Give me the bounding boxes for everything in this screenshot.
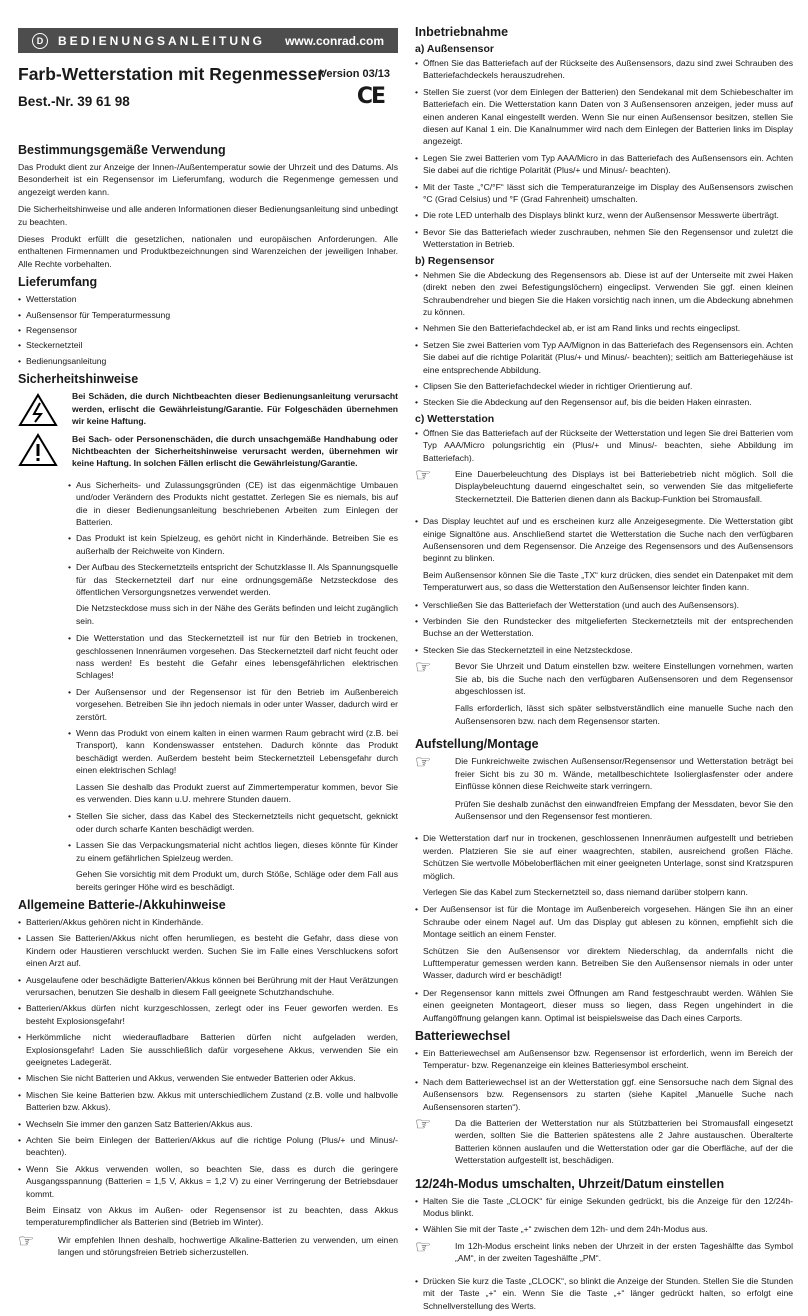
list-item: • Die Wetterstation darf nur in trockenen, geschlossenen Innenräumen aufgestellt und betrieben werden. Platzieren Sie sie auf einer waagrechten, stabilen, ausreichend großen Fläche. Schützen Sie wertvolle Möbeloberflächen mit einer geeigneten Unterlage, sonst sind Kratzspuren möglich. [415, 832, 793, 882]
note-block [415, 657, 793, 732]
list-item: • Wenn Sie Akkus verwenden wollen, so beachten Sie, dass es durch die geringere Ausgangsspannung (Batterien = 1,5 V, Akkus = 1,2 V) zu einer Verringerung der Betriebsdauer kommt. [18, 1163, 398, 1200]
list-item: • Stellen Sie sicher, dass das Kabel des Steckernetzteils nicht gequetscht, geknickt oder durch scharfe Kanten beschädigt werden. [68, 810, 398, 835]
list-item: • Mit der Taste „°C/°F“ lässt sich die Temperaturanzeige im Display des Außensensors zwischen °C (Grad Celsius) und °F (Grad Fahrenheit) umschalten. [415, 181, 793, 206]
list-item: • Drücken Sie kurz die Taste „CLOCK“, so blinkt die Anzeige der Stunden. Stellen Sie die Stunden mit der Taste „+“ ein. Wenn Sie die Taste „+“ länger gedrückt halten, so erfolgt eine Schnellverstellung des Werts. [415, 1275, 793, 1312]
list-item: • Setzen Sie zwei Batterien vom Typ AA/Mignon in das Batteriefach des Regensensors ein. Achten Sie dabei auf die richtige Polarität (Plus/+ und Minus/- beachten); seitlich am Batteriegehäuse ist eine entsprechende Abbildung. [415, 339, 793, 376]
paragraph: Lassen Sie deshalb das Produkt zuerst auf Zimmertemperatur kommen, bevor Sie es verwenden. Dies kann u.U. mehrere Stunden dauern. [76, 781, 398, 805]
list-item: • Die rote LED unterhalb des Displays blinkt kurz, wenn der Außensensor Messwerte überträgt. [415, 209, 793, 221]
list-item: • Öffnen Sie das Batteriefach auf der Rückseite der Wetterstation und legen Sie drei Batterien vom Typ AAA/Micro polungsrichtig ein (Plus/+ und Minus/- beachten, siehe Abbildung im Batteriefach). [415, 427, 793, 464]
list-item: • Mischen Sie nicht Batterien und Akkus, verwenden Sie entweder Batterien oder Akkus. [18, 1072, 398, 1084]
paragraph: Schützen Sie den Außensensor vor direktem Niederschlag, da andernfalls nicht die Lufttemperatur gemessen werden kann. Betreiben Sie den Außensensor niemals in oder unter Wasser, dadurch wird er beschädigt! [423, 945, 793, 981]
list-item: • Ausgelaufene oder beschädigte Batterien/Akkus können bei Berührung mit der Haut Verätzungen verursachen, benutzen Sie deshalb in diesem Fall geeignete Schutzhandschuhe. [18, 974, 398, 999]
paragraph: Verlegen Sie das Kabel zum Steckernetzteil so, dass niemand darüber stolpern kann. [423, 886, 748, 897]
list-item: • Der Aufbau des Steckernetzteils entspricht der Schutzklasse II. Als Spannungsquelle für das Steckernetzteil darf nur eine ordnungsgemäße Netzsteckdose des öffentlichen Versorgungsnetzes verwendet werden. [68, 561, 398, 598]
heading-batterie: Allgemeine Batterie-/Akkuhinweise [18, 897, 226, 912]
paragraph: Gehen Sie vorsichtig mit dem Produkt um, durch Stöße, Schläge oder dem Fall aus bereits geringer Höhe wird es beschädigt. [76, 869, 398, 892]
list-item: • Herkömmliche nicht wiederaufladbare Batterien dürfen nicht aufgeladen werden, Explosionsgefahr! Laden Sie ausschließlich dafür vorgesehene Akkus, verwenden Sie ein geeignetes Ladegerät. [18, 1031, 398, 1068]
list-item: • Das Produkt ist kein Spielzeug, es gehört nicht in Kinderhände. Betreiben Sie es außerhalb der Reichweite von Kindern. [68, 532, 398, 557]
list-item: • Lassen Sie das Verpackungsmaterial nicht achtlos liegen, dieses könnte für Kinder zu einem gefährlichen Spielzeug werden. [68, 839, 398, 864]
list-item: • Stellen Sie zuerst (vor dem Einlegen der Batterien) den Sendekanal mit dem Schiebeschalter im Batteriefach ein. Die Wetterstation kann Daten von 3 Außensensoren anzeigen, jeder muss auf einen anderen Kanal eingestellt werden. Wenn Sie nur einen Außensensor besitzen, stellen Sie diesen auf Kanal 1 ein. Die Kanalnummer wird nach dem Einlegen der Batterien links im Display angezeigt. [415, 86, 793, 148]
note-text: Wir empfehlen Ihnen deshalb, hochwertige Alkaline-Batterien zu verwenden, um einen langen und störungsfreien Betrieb sicherzustellen. [58, 1234, 398, 1258]
list-item: • Verbinden Sie den Rundstecker des mitgelieferten Steckernetzteils mit der entsprechenden Buchse an der Wetterstation. [415, 615, 793, 640]
pointing-hand-icon: ☞ [415, 1114, 432, 1135]
list-item: • Das Display leuchtet auf und es erscheinen kurz alle Anzeigesegmente. Die Wetterstation gibt einige Signaltöne aus. Anschließend startet die Wetterstation die Suche nach den verfügbaren Außensensoren und dem Regensensor. Die Anzeige des Regensensors und des Außensensors beginnt zu blinken. [415, 515, 793, 565]
list-item: • Nehmen Sie die Abdeckung des Regensensors ab. Diese ist auf der Unterseite mit zwei Haken (direkt neben den zwei Befestigungslöchern) eingeclipst. Verwenden Sie ggf. einen kleinen Schraubendreher und biegen Sie die Haken vorsichtig nach innen, um die Abdeckung abnehmen zu können. [415, 269, 793, 319]
list-item: • Die Wetterstation und das Steckernetzteil ist nur für den Betrieb in trockenen, geschlossenen Innenräumen vorgesehen. Das Steckernetzteil darf nicht feucht oder nass werden! Es besteht die Gefahr eines lebensgefährlichen elektrischen Schlages! [68, 632, 398, 682]
language-badge: D [32, 33, 48, 49]
electric-hazard-icon [18, 393, 58, 427]
warning-text: Bei Sach- oder Personenschäden, die durch unsachgemäße Handhabung oder Nichtbeachten der Sicherheitshinweise verursacht werden, übernehmen wir keine Haftung. In solchen Fällen erlischt die Gewährleistung/Garantie. [72, 433, 398, 469]
note-text: Im 12h-Modus erscheint links neben der Uhrzeit in der ersten Tageshälfte das Symbol „AM“, in der zweiten Tageshälfte „PM“. [455, 1240, 793, 1264]
warning-text: Bei Schäden, die durch Nichtbeachten dieser Bedienungsanleitung verursacht werden, erlischt die Gewährleistung/Garantie. Für Folgeschäden übernehmen wir keine Haftung. [72, 391, 398, 427]
note-text: Da die Batterien der Wetterstation nur als Stützbatterien bei Stromausfall eingesetzt werden, sollten Sie die Batterien spätestens alle 2 Jahre austauschen. Überalterte Batterien können auslaufen und die Wetterstation oder gar die Oberfläche, auf der die Wetterstation aufgestellt ist, beschädigen. [455, 1118, 793, 1166]
list-item: • Stecken Sie die Abdeckung auf den Regensensor auf, bis die beiden Haken einrasten. [415, 396, 793, 408]
list-item: • Bedienungsanleitung [18, 355, 398, 367]
heading-bestimmung: Bestimmungsgemäße Verwendung [18, 143, 226, 157]
list-item: • Wetterstation [18, 293, 398, 305]
list-item: • Steckernetzteil [18, 339, 398, 351]
list-item: • Batterien/Akkus dürfen nicht kurzgeschlossen, zerlegt oder ins Feuer geworfen werden. Es besteht Explosionsgefahr! [18, 1002, 398, 1027]
header-title: BEDIENUNGSANLEITUNG [58, 33, 266, 48]
paragraph: Beim Außensensor können Sie die Taste „TX“ kurz drücken, dies sendet ein Datenpaket mit dem Temperaturwert aus, so dass die Wetterstation den Außensensor leichter finden kann. [423, 569, 793, 593]
paragraph: Das Produkt dient zur Anzeige der Innen-/Außentemperatur sowie der Uhrzeit und des Datums. Als Besonderheit ist ein Regensensor im Lieferumfang, wodurch die Regenmenge gemessen und angezeigt werden kann. [18, 162, 398, 197]
list-item: • Halten Sie die Taste „CLOCK“ für einige Sekunden gedrückt, bis die Anzeige für den 12/24h-Modus blinkt. [415, 1195, 793, 1220]
list-item: • Verschließen Sie das Batteriefach der Wetterstation (und auch des Außensensors). [415, 599, 793, 611]
note-text: Die Funkreichweite zwischen Außensensor/Regensensor und Wetterstation beträgt bei freier Sicht bis zu 30 m. Wände, metallbeschichtete Isolierglasfenster oder andere Einflüsse können diese Reichweite stark verringern. [455, 756, 793, 792]
header-banner [18, 28, 398, 53]
list-item: • Legen Sie zwei Batterien vom Typ AAA/Micro in das Batteriefach des Außensensors ein. Achten Sie dabei auf die richtige Polarität (Plus/+ und Minus/- beachten). [415, 152, 793, 177]
ce-mark: CE [356, 84, 384, 109]
note-text: Falls erforderlich, lässt sich später selbstverständlich eine manuelle Suche nach den Außensensoren bzw. nach dem Regensensor starten. [455, 703, 793, 726]
heading-batteriewechsel: Batteriewechsel [415, 1029, 511, 1043]
list-item: • Stecken Sie das Steckernetzteil in eine Netzsteckdose. [415, 644, 793, 656]
heading-lieferumfang: Lieferumfang [18, 275, 98, 290]
paragraph: Die Netzsteckdose muss sich in der Nähe des Geräts befinden und leicht zugänglich sein. [76, 603, 398, 626]
pointing-hand-icon: ☞ [415, 752, 432, 773]
pointing-hand-icon: ☞ [415, 1236, 432, 1257]
subheading-regensensor: b) Regensensor [415, 254, 495, 267]
right-column [415, 20, 793, 1316]
heading-modus: 12/24h-Modus umschalten, Uhrzeit/Datum einstellen [415, 1176, 725, 1191]
paragraph: Beim Einsatz von Akkus im Außen- oder Regensensor ist zu beachten, dass Akkus temperaturempfindlicher als Batterien sind (Betrieb im Winter). [26, 1205, 398, 1228]
note-text: Eine Dauerbeleuchtung des Displays ist bei Batteriebetrieb nicht möglich. Soll die Displaybeleuchtung dauernd eingeschaltet sein, so verwenden Sie das mitgelieferte Steckernetzteil. Die Batterien dienen dann als Backup-Funktion bei Stromausfall. [455, 468, 793, 504]
paragraph: Dieses Produkt erfüllt die gesetzlichen, nationalen und europäischen Anforderungen. Alle enthaltenen Firmennamen und Produktbezeichnungen sind Warenzeichen der jeweiligen Inhaber. Alle Rechte vorbehalten. [18, 234, 398, 269]
list-item: • Der Außensensor ist für die Montage im Außenbereich vorgesehen. Hängen Sie ihn an einer Schraube oder einem Nagel auf. Um das Display gut ablesen zu können, empfiehlt sich die Montage seitlich an einem Fenster. [415, 903, 793, 940]
list-item: • Mischen Sie keine Batterien bzw. Akkus mit unterschiedlichem Zustand (z.B. volle und halbvolle Batterien bzw. Akkus). [18, 1089, 398, 1114]
note-block [415, 1236, 793, 1270]
header-url[interactable]: www.conrad.com [285, 33, 384, 48]
list-item: • Wenn das Produkt von einem kalten in einen warmen Raum gebracht wird (z.B. bei Transport), kann Kondenswasser entstehen. Dadurch könnte das Produkt beschädigt werden. Außerdem besteht beim Steckernetzteil Lebensgefahr durch einen elektrischen Schlag! [68, 727, 398, 777]
title-block [18, 64, 398, 109]
warning-icons [18, 390, 66, 474]
left-column [18, 138, 398, 1269]
list-item: • Achten Sie beim Einlegen der Batterien/Akkus auf die richtige Polung (Plus/+ und Minus/- beachten). [18, 1134, 398, 1159]
warning-block [18, 390, 398, 474]
list-item: • Wählen Sie mit der Taste „+“ zwischen dem 12h- und dem 24h-Modus aus. [415, 1223, 793, 1235]
subheading-aussensensor: a) Außensensor [415, 43, 494, 55]
note-block [415, 1114, 793, 1172]
doc-title: Farb-Wetterstation mit Regenmesser [18, 64, 325, 84]
note-block [415, 752, 793, 827]
warning-icon [18, 433, 58, 467]
order-number: Best.-Nr. 39 61 98 [18, 94, 130, 109]
list-item: • Öffnen Sie das Batteriefach auf der Rückseite des Außensensors, dazu sind zwei Schrauben des Batteriefachdeckels herauszudrehen. [415, 57, 793, 82]
pointing-hand-icon: ☞ [415, 464, 432, 485]
list-item: • Lassen Sie Batterien/Akkus nicht offen herumliegen, es besteht die Gefahr, dass diese von Kindern oder Haustieren verschluckt werden. Suchen Sie im Falle eines Verschluckens sofort einen Arzt auf. [18, 932, 398, 969]
list-item: • Wechseln Sie immer den ganzen Satz Batterien/Akkus aus. [18, 1118, 398, 1130]
list-item: • Nehmen Sie den Batteriefachdeckel ab, er ist am Rand links und rechts eingeclipst. [415, 322, 793, 334]
heading-inbetriebnahme: Inbetriebnahme [415, 25, 509, 39]
note-text: Bevor Sie Uhrzeit und Datum einstellen bzw. weitere Einstellungen vornehmen, warten Sie ab, bis die Suche nach den verfügbaren Außensensoren und dem Regensensor abgeschlossen ist. [455, 661, 793, 697]
note-block [415, 464, 793, 510]
list-item: • Regensensor [18, 324, 398, 336]
list-item: • Außensensor für Temperaturmessung [18, 309, 398, 321]
note-text: Prüfen Sie deshalb zunächst den einwandfreien Empfang der Messdaten, bevor Sie den Außensensor und den Regensensor fest montieren. [455, 798, 793, 821]
list-item: • Bevor Sie das Batteriefach wieder zuschrauben, nehmen Sie den Regensensor und zuletzt die Wetterstation in Betrieb. [415, 226, 793, 251]
list-item: • Der Außensensor und der Regensensor ist für den Betrieb im Außenbereich vorgesehen. Betreiben Sie ihn jedoch niemals in oder unter Wasser, dadurch wird er zerstört. [68, 686, 398, 723]
list-item: • Nach dem Batteriewechsel ist an der Wetterstation ggf. eine Sensorsuche nach dem Signal des Außensensors bzw. Regensensors zu starten (siehe Kapitel „Manuelle Suche nach Außensensoren starten“). [415, 1076, 793, 1113]
paragraph: Die Sicherheitshinweise und alle anderen Informationen dieser Bedienungsanleitung sind unbedingt zu beachten. [18, 204, 398, 227]
list-item: • Clipsen Sie den Batteriefachdeckel wieder in richtiger Orientierung auf. [415, 380, 793, 392]
list-item: • Aus Sicherheits- und Zulassungsgründen (CE) ist das eigenmächtige Umbauen und/oder Verändern des Produkts nicht gestattet. Zerlegen Sie es niemals, bis auf die in dieser Bedienungsanleitung beschriebenen Arbeiten zum Einlegen der Batterien. [68, 479, 398, 529]
subheading-wetterstation: c) Wetterstation [415, 412, 495, 425]
pointing-hand-icon: ☞ [415, 657, 432, 678]
note-block [18, 1230, 398, 1264]
doc-version: Version 03/13 [319, 68, 390, 80]
heading-sicherheit: Sicherheitshinweise [18, 372, 139, 387]
heading-aufstellung: Aufstellung/Montage [415, 737, 539, 752]
list-item: • Batterien/Akkus gehören nicht in Kinderhände. [18, 916, 398, 928]
list-item: • Der Regensensor kann mittels zwei Öffnungen am Rand festgeschraubt werden. Wählen Sie einen geeigneten Montageort, dieser muss so liegen, dass Regen ungehindert in die Auffangöffnung gelangen kann. Optimal ist beispielsweise das Dach eines Carports. [415, 987, 793, 1024]
pointing-hand-icon: ☞ [18, 1230, 35, 1251]
lieferumfang-list [18, 293, 398, 367]
list-item: • Ein Batteriewechsel am Außensensor bzw. Regensensor ist erforderlich, wenn im Bereich der Temperatur- bzw. Regenanzeige ein kleines Batteriesymbol erscheint. [415, 1047, 793, 1072]
